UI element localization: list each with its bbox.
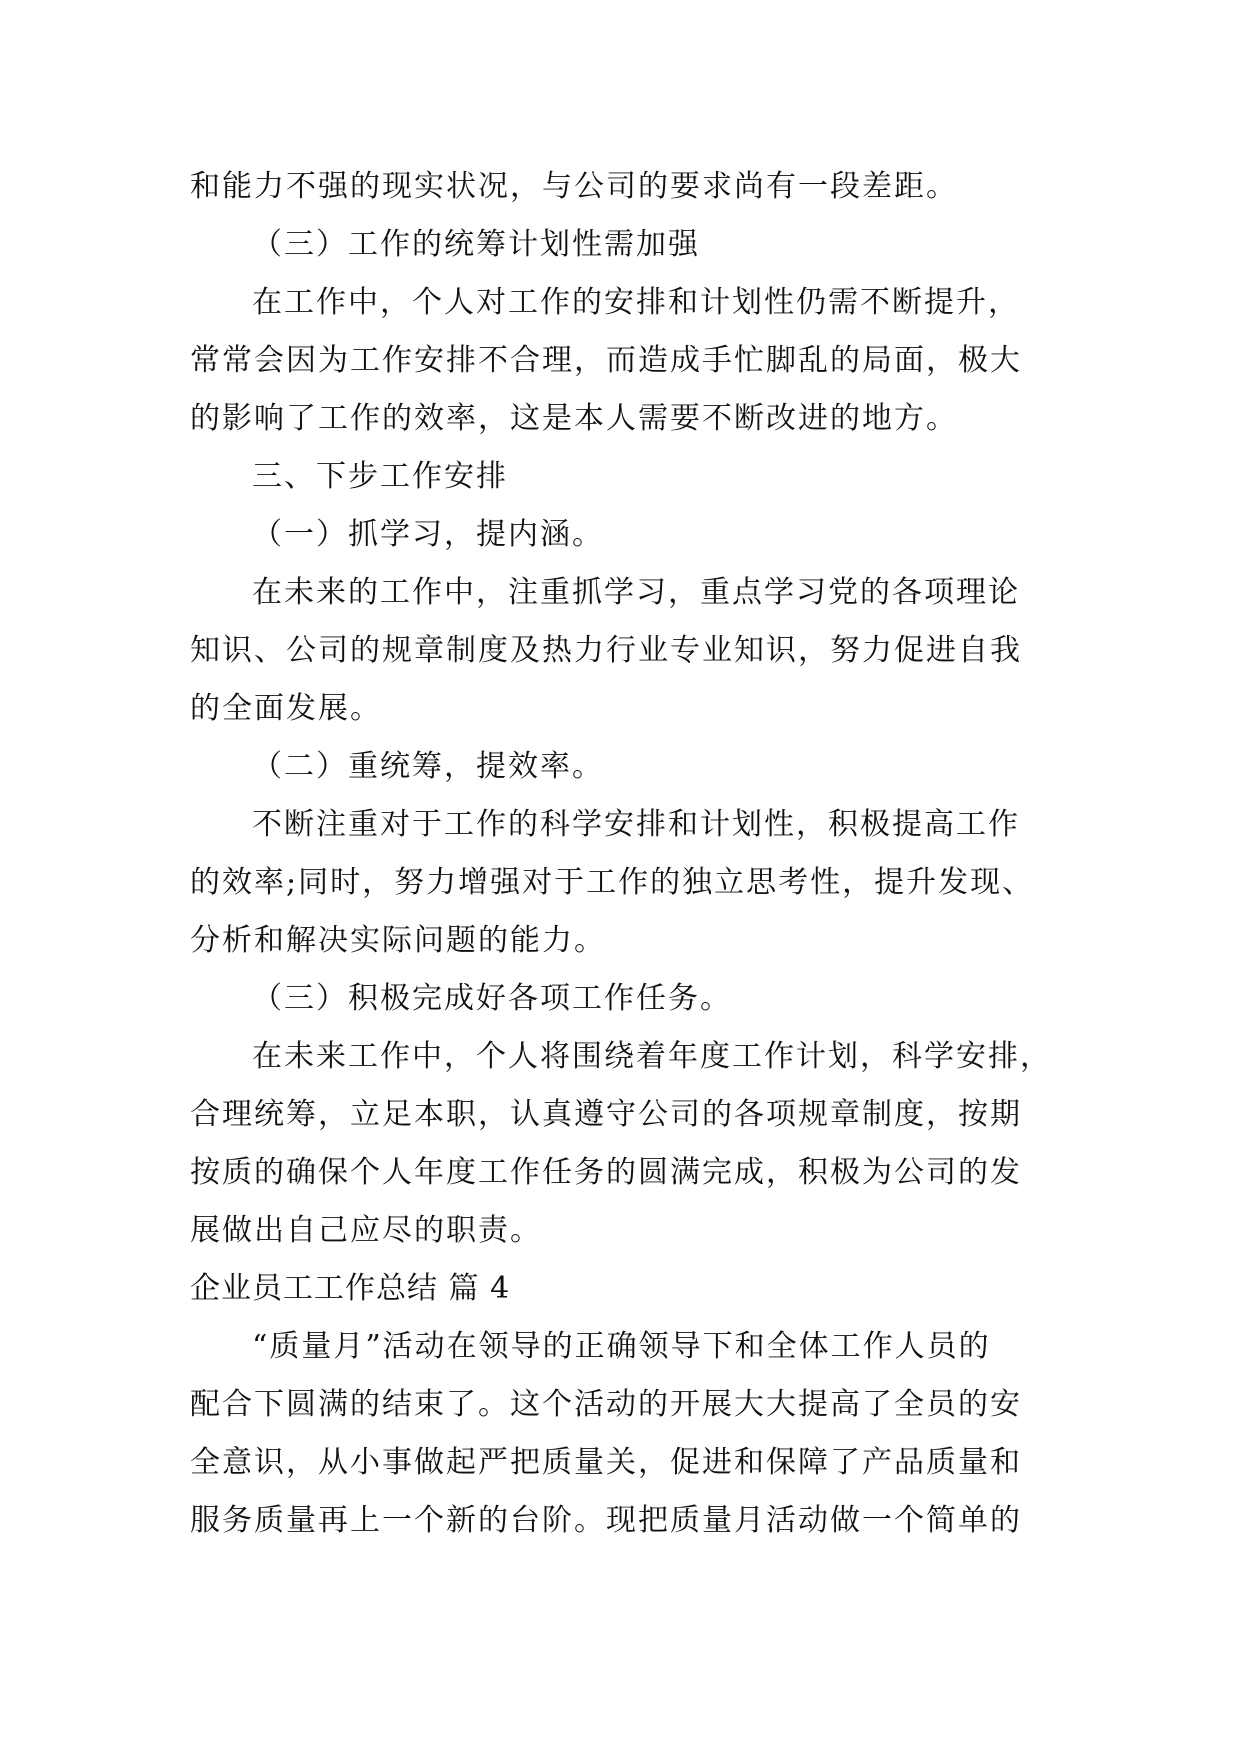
- section-subheading: （三）工作的统筹计划性需加强: [252, 227, 700, 262]
- section-subheading: （二）重统筹，提效率。: [252, 749, 604, 784]
- text-line: 的效率;同时，努力增强对于工作的独立思考性，提升发现、: [190, 865, 1035, 900]
- section-heading: 三、下步工作安排: [252, 459, 508, 494]
- text-line: 按质的确保个人年度工作任务的圆满完成，积极为公司的发: [190, 1155, 1022, 1190]
- text-line: 的影响了工作的效率，这是本人需要不断改进的地方。: [190, 401, 958, 436]
- article-title: 企业员工工作总结 篇 4: [190, 1271, 511, 1306]
- text-line: 和能力不强的现实状况，与公司的要求尚有一段差距。: [190, 169, 958, 204]
- text-line: 展做出自己应尽的职责。: [190, 1213, 542, 1248]
- text-line: 在工作中，个人对工作的安排和计划性仍需不断提升，: [252, 285, 1020, 320]
- text-line: 在未来工作中，个人将围绕着年度工作计划，科学安排，: [252, 1039, 1052, 1074]
- text-line: 知识、公司的规章制度及热力行业专业知识，努力促进自我: [190, 633, 1022, 668]
- text-line: 合理统筹，立足本职，认真遵守公司的各项规章制度，按期: [190, 1097, 1022, 1132]
- text-line: 常常会因为工作安排不合理，而造成手忙脚乱的局面，极大: [190, 343, 1022, 378]
- text-line: 在未来的工作中，注重抓学习，重点学习党的各项理论: [252, 575, 1020, 610]
- text-line: 分析和解决实际问题的能力。: [190, 923, 606, 958]
- section-subheading: （一）抓学习，提内涵。: [252, 517, 604, 552]
- document-body: [190, 158, 1070, 1550]
- text-line: 配合下圆满的结束了。这个活动的开展大大提高了全员的安: [190, 1387, 1022, 1422]
- text-line: 的全面发展。: [190, 691, 382, 726]
- text-line: 服务质量再上一个新的台阶。现把质量月活动做一个简单的: [190, 1503, 1022, 1538]
- text-line: “质量月”活动在领导的正确领导下和全体工作人员的: [252, 1329, 991, 1364]
- text-line: 不断注重对于工作的科学安排和计划性，积极提高工作: [252, 807, 1020, 842]
- text-line: 全意识，从小事做起严把质量关，促进和保障了产品质量和: [190, 1445, 1022, 1480]
- section-subheading: （三）积极完成好各项工作任务。: [252, 981, 732, 1016]
